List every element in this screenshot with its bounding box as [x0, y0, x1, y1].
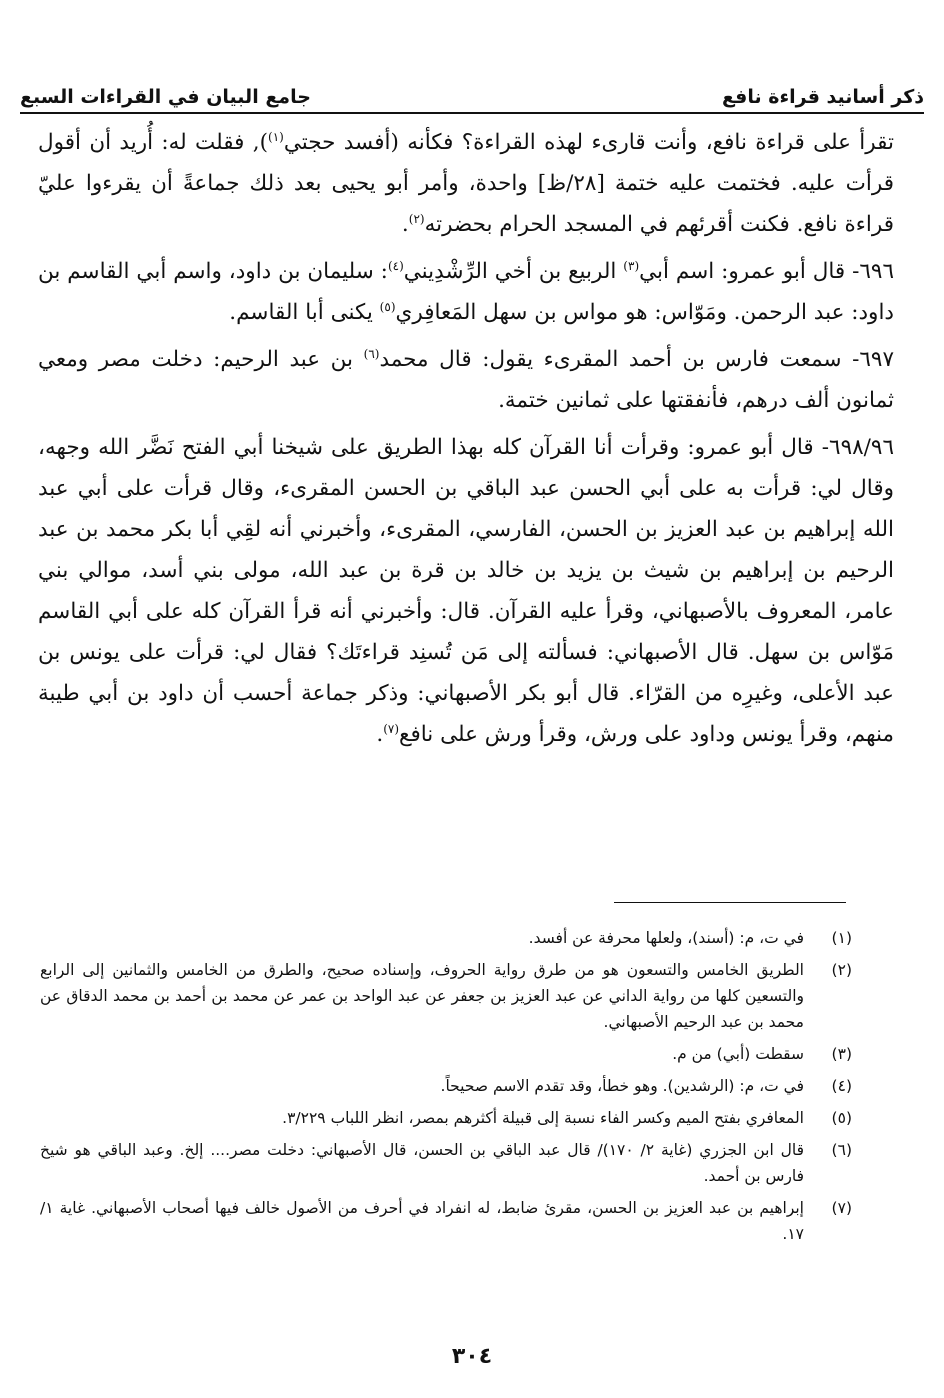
footnotes: [40, 925, 852, 1253]
paragraph-text: ), فقلت له: أُريد أن أقول قرأت عليه. فختمت عليه ختمة [٢٨/ظ] واحدة، وأمر أبو يحيى بعد ذلك جماعةً أن يقرءوا عليّ قراءة نافع. فكنت أقرئهم في المسجد الحرام بحضرته: [38, 130, 894, 237]
footnote-ref[interactable]: (٥): [379, 299, 396, 314]
running-header: [20, 64, 924, 108]
paragraph-text: بن عبد الرحيم: دخلت مصر ومعي ثمانون ألف درهم، فأنفقتها على ثمانين ختمة.: [38, 347, 894, 413]
paragraph-text: قال أبو عمرو: اسم أبي: [639, 259, 853, 284]
footnote-1: [40, 925, 852, 951]
paragraph-text: .: [376, 722, 384, 747]
paragraph-text: قال أبو عمرو: وقرأت أنا القرآن كله بهذا الطريق على شيخنا أبي الفتح نَضَّر الله وجهه، وقال لي: قرأت به على أبي الحسن عبد الباقي بن الحسن المقرىء، وقال قرأت على أبي عبد الله إبراهيم بن عبد العزيز بن الحسن، الفارسي، المقرىء، وأخبرني أنه لقِي أبا بكر محمد بن عبد الرحيم بن إبراهيم بن شيث بن يزيد بن خالد بن قرة بن عبد الله، مولى بني أسد، موالي بني عامر، المعروف بالأصبهاني، وقرأ عليه القرآن. قال: وأخبرني أنه قرأ القرآن كله على أبي القاسم مَوّاس بن سهل. قال الأصبهاني: فسألته إلى مَن تُسنِد قراءتَك؟ فقال لي: قرأت على يونس بن عبد الأعلى، وغيرِه من القرّاء. قال أبو بكر الأصبهاني: وذكر جماعة أحسب أن داود بن أبي طيبة منهم، وقرأ يونس وداود على ورش، وقرأ ورش على نافع: [38, 435, 894, 747]
paragraph-text: .: [401, 212, 409, 237]
paragraph-number: ٦٩٧-: [852, 347, 894, 372]
main-text: [38, 122, 894, 761]
footnote-text: إبراهيم بن عبد العزيز بن الحسن، مقرئ ضابط، له انفراد في أحرف من الأصول خالف فيها أصحاب الأصبهاني. غاية ١/ ١٧.: [40, 1199, 804, 1243]
paragraph-698: [38, 427, 894, 755]
footnote-2: [40, 957, 852, 1035]
paragraph-continuation: [38, 122, 894, 245]
footnote-text: الطريق الخامس والتسعون هو من طرق رواية الحروف، وإسناده صحيح، والطرق من الخامس والثمانين إلى الرابع والتسعين كلها من رواية الداني عن عبد العزيز بن جعفر عن عبد الواحد بن عمر عن محمد بن أحمد بن محمد الدقاق عن محمد بن عبد الرحيم الأصبهاني.: [40, 961, 804, 1031]
footnote-label: (٧): [831, 1199, 852, 1217]
footnote-label: (٥): [831, 1109, 852, 1127]
paragraph-number: ٦٩٦-: [852, 259, 894, 284]
footnote-label: (٤): [831, 1077, 852, 1095]
footnote-ref[interactable]: (١): [268, 129, 284, 144]
footnote-label: (١): [831, 929, 852, 947]
footnote-text: في ت، م: (أسند)، ولعلها محرفة عن أفسد.: [528, 929, 804, 947]
footnote-ref[interactable]: (٧): [383, 721, 400, 736]
footnote-text: سقطت (أبي) من م.: [672, 1045, 804, 1063]
paragraph-text: : سليمان بن داود، واسم أبي القاسم بن داود: عبد الرحمن. ومَوّاس: هو مواس بن سهل المَعافِري: [38, 259, 894, 325]
paragraph-number: ٦٩٨/٩٦-: [821, 435, 894, 460]
footnote-label: (٣): [831, 1045, 852, 1063]
footnote-label: (٦): [831, 1141, 852, 1159]
footnote-3: [40, 1041, 852, 1067]
footnote-ref[interactable]: (٢): [408, 211, 425, 226]
header-book-title: جامع البيان في القراءات السبع: [20, 86, 311, 108]
paragraph-text: سمعت فارس بن أحمد المقرىء يقول: قال محمد: [379, 347, 853, 372]
footnote-ref[interactable]: (٤): [387, 258, 404, 273]
paragraph-text: الربيع بن أخي الرِّشْدِيني: [403, 259, 624, 284]
page-number: ٣٠٤: [451, 1344, 493, 1369]
footnote-ref[interactable]: (٣): [623, 258, 640, 273]
footnote-text: قال ابن الجزري (غاية ٢/ ١٧٠)/ قال عبد الباقي بن الحسن، قال الأصبهاني: دخلت مصر.... إلخ. وعبد الباقي هو شيخ فارس بن أحمد.: [40, 1141, 804, 1185]
footnote-4: [40, 1073, 852, 1099]
footnote-5: [40, 1105, 852, 1131]
paragraph-696: [38, 251, 894, 333]
paragraph-text: يكنى أبا القاسم.: [229, 300, 380, 325]
footnote-6: [40, 1137, 852, 1189]
footnote-label: (٢): [831, 961, 852, 979]
footnote-text: في ت، م: (الرشدين). وهو خطأ، وقد تقدم الاسم صحيحاً.: [440, 1077, 804, 1095]
footnote-text: المعافري بفتح الميم وكسر الفاء نسبة إلى قبيلة أكثرهم بمصر، انظر اللباب ٣/٢٢٩.: [282, 1109, 804, 1127]
paragraph-text: تقرأ على قراءة نافع، وأنت قارىء لهذه القراءة؟ فكأنه (أفسد حجتي: [283, 130, 894, 155]
header-chapter-title: ذكر أسانيد قراءة نافع: [721, 86, 924, 108]
footnote-7: [40, 1195, 852, 1247]
footnote-ref[interactable]: (٦): [363, 346, 380, 361]
header-rule: [20, 112, 924, 114]
footnote-separator: [614, 902, 846, 903]
paragraph-697: [38, 339, 894, 421]
